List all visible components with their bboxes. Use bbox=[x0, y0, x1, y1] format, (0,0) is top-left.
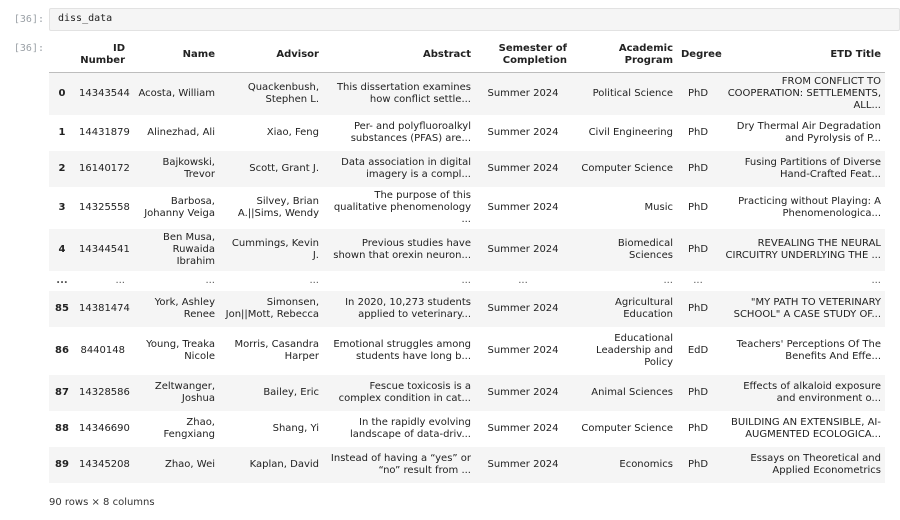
semester-cell: Summer 2024 bbox=[475, 151, 571, 187]
id-number-cell: 14344541 bbox=[75, 229, 129, 271]
name-cell: Barbosa, Johanny Veiga bbox=[144, 195, 215, 219]
row-index: ... bbox=[56, 274, 68, 286]
id-number-cell: 14346690 bbox=[79, 422, 130, 434]
column-header: Abstract bbox=[323, 38, 475, 72]
program-cell: Civil Engineering bbox=[588, 126, 673, 138]
degree-cell: PhD bbox=[677, 291, 719, 327]
advisor-cell: Morris, Casandra Harper bbox=[234, 338, 319, 362]
advisor-cell: Cummings, Kevin J. bbox=[219, 229, 323, 271]
name-cell: Young, Treaka Nicole bbox=[146, 338, 215, 362]
etd-title-cell: REVEALING THE NEURAL CIRCUITRY UNDERLYING THE ... bbox=[719, 229, 885, 271]
semester-cell: Summer 2024 bbox=[475, 72, 571, 115]
degree-cell: EdD bbox=[687, 344, 709, 356]
degree-cell: PhD bbox=[687, 201, 709, 213]
advisor-cell: Shang, Yi bbox=[272, 422, 319, 434]
abstract-cell: Previous studies have shown that orexin neuron... bbox=[323, 229, 475, 271]
advisor-cell: ... bbox=[309, 274, 319, 286]
program-cell: Computer Science bbox=[571, 151, 677, 187]
degree-cell: PhD bbox=[677, 72, 719, 115]
name-cell: Zhao, Fengxiang bbox=[163, 416, 215, 440]
advisor-cell: Silvey, Brian A.||Sims, Wendy bbox=[237, 195, 319, 219]
id-number-cell: 14381474 bbox=[75, 291, 129, 327]
etd-title-cell: Practicing without Playing: A Phenomenologica... bbox=[738, 195, 881, 219]
program-cell: Political Science bbox=[571, 72, 677, 115]
row-index: 88 bbox=[55, 422, 69, 434]
id-number-cell: 14328586 bbox=[75, 375, 129, 411]
column-header: Advisor bbox=[219, 38, 323, 72]
name-cell: Zeltwanger, Joshua bbox=[129, 375, 219, 411]
program-cell: Economics bbox=[571, 447, 677, 483]
column-header: ETD Title bbox=[719, 38, 885, 72]
advisor-cell: Kaplan, David bbox=[219, 447, 323, 483]
semester-cell: Summer 2024 bbox=[475, 375, 571, 411]
program-cell: Music bbox=[644, 201, 673, 213]
name-cell: Bajkowski, Trevor bbox=[129, 151, 219, 187]
degree-cell: PhD bbox=[687, 422, 709, 434]
advisor-cell: Quackenbush, Stephen L. bbox=[219, 72, 323, 115]
name-cell: Ben Musa, Ruwaida Ibrahim bbox=[129, 229, 219, 271]
etd-title-cell: "MY PATH TO VETERINARY SCHOOL" A CASE STUDY OF... bbox=[719, 291, 885, 327]
degree-cell: PhD bbox=[677, 229, 719, 271]
column-header: Name bbox=[129, 38, 219, 72]
program-cell: Educational Leadership and Policy bbox=[596, 332, 673, 368]
abstract-cell: Instead of having a “yes” or “no” result from ... bbox=[323, 447, 475, 483]
column-header: Semester of Completion bbox=[475, 38, 571, 72]
semester-cell: ... bbox=[518, 274, 528, 286]
table-row bbox=[49, 72, 885, 115]
etd-title-cell: Teachers' Perceptions Of The Benefits And Effe... bbox=[736, 338, 881, 362]
semester-cell: Summer 2024 bbox=[487, 344, 559, 356]
etd-title-cell: Essays on Theoretical and Applied Econometrics bbox=[719, 447, 885, 483]
input-prompt: [36]: bbox=[13, 14, 44, 25]
advisor-cell: Bailey, Eric bbox=[219, 375, 323, 411]
column-header: ID Number bbox=[75, 38, 129, 72]
degree-cell: PhD bbox=[687, 126, 709, 138]
abstract-cell: This dissertation examines how conflict settle... bbox=[323, 72, 475, 115]
row-index: 2 bbox=[49, 151, 75, 187]
id-number-cell: 14325558 bbox=[79, 201, 130, 213]
table-row bbox=[49, 447, 885, 483]
id-number-cell: ... bbox=[115, 274, 125, 286]
advisor-cell: Xiao, Feng bbox=[266, 126, 319, 138]
row-index: 86 bbox=[55, 344, 69, 356]
semester-cell: Summer 2024 bbox=[487, 422, 559, 434]
semester-cell: Summer 2024 bbox=[475, 291, 571, 327]
row-index: 87 bbox=[49, 375, 75, 411]
name-cell: ... bbox=[205, 274, 215, 286]
semester-cell: Summer 2024 bbox=[487, 201, 559, 213]
table-row bbox=[49, 151, 885, 187]
program-cell: Biomedical Sciences bbox=[571, 229, 677, 271]
id-number-cell: 16140172 bbox=[75, 151, 129, 187]
table-row bbox=[49, 229, 885, 271]
table-body bbox=[49, 72, 885, 483]
advisor-cell: Scott, Grant J. bbox=[219, 151, 323, 187]
id-number-cell: 14431879 bbox=[79, 126, 130, 138]
table-row bbox=[49, 291, 885, 327]
program-cell: Agricultural Education bbox=[571, 291, 677, 327]
row-index: 1 bbox=[58, 126, 66, 138]
etd-title-cell: Effects of alkaloid exposure and environment o... bbox=[719, 375, 885, 411]
table-header-row bbox=[49, 38, 885, 72]
etd-title-cell: BUILDING AN EXTENSIBLE, AI-AUGMENTED ECOLOGICA... bbox=[731, 416, 881, 440]
code-cell-input[interactable]: diss_data bbox=[49, 8, 900, 31]
index-header bbox=[49, 38, 75, 72]
program-cell: Animal Sciences bbox=[571, 375, 677, 411]
etd-title-cell: ... bbox=[871, 274, 881, 286]
abstract-cell: In the rapidly evolving landscape of data-driv... bbox=[350, 416, 471, 440]
program-cell: Computer Science bbox=[581, 422, 673, 434]
etd-title-cell: FROM CONFLICT TO COOPERATION: SETTLEMENTS, ALL... bbox=[719, 72, 885, 115]
abstract-cell: Per- and polyfluoroalkyl substances (PFAS) are... bbox=[350, 120, 471, 144]
row-index: 89 bbox=[49, 447, 75, 483]
row-index: 0 bbox=[49, 72, 75, 115]
id-number-cell: 14345208 bbox=[75, 447, 129, 483]
table-row bbox=[49, 115, 885, 151]
row-index: 85 bbox=[49, 291, 75, 327]
dataframe-table bbox=[49, 38, 885, 483]
table-row bbox=[49, 375, 885, 411]
degree-cell: PhD bbox=[677, 375, 719, 411]
semester-cell: Summer 2024 bbox=[475, 447, 571, 483]
name-cell: Alinezhad, Ali bbox=[147, 126, 215, 138]
semester-cell: Summer 2024 bbox=[475, 229, 571, 271]
table-row bbox=[49, 411, 885, 447]
column-header: Academic Program bbox=[571, 38, 677, 72]
etd-title-cell: Fusing Partitions of Diverse Hand-Crafted Feat... bbox=[719, 151, 885, 187]
table-shape-summary: 90 rows × 8 columns bbox=[49, 497, 155, 508]
program-cell: ... bbox=[663, 274, 673, 286]
name-cell: Zhao, Wei bbox=[129, 447, 219, 483]
advisor-cell: Simonsen, Jon||Mott, Rebecca bbox=[219, 291, 323, 327]
table-row bbox=[49, 271, 885, 291]
row-index: 4 bbox=[49, 229, 75, 271]
etd-title-cell: Dry Thermal Air Degradation and Pyrolysis of P... bbox=[736, 120, 881, 144]
name-cell: York, Ashley Renee bbox=[129, 291, 219, 327]
abstract-cell: Data association in digital imagery is a compl... bbox=[323, 151, 475, 187]
degree-cell: ... bbox=[693, 274, 703, 286]
abstract-cell: The purpose of this qualitative phenomenology ... bbox=[333, 189, 471, 225]
semester-cell: Summer 2024 bbox=[487, 126, 559, 138]
row-index: 3 bbox=[58, 201, 66, 213]
degree-cell: PhD bbox=[677, 447, 719, 483]
output-prompt: [36]: bbox=[13, 43, 44, 54]
abstract-cell: In 2020, 10,273 students applied to veterinary... bbox=[323, 291, 475, 327]
name-cell: Acosta, William bbox=[129, 72, 219, 115]
id-number-cell: 14343544 bbox=[75, 72, 129, 115]
table-row bbox=[49, 327, 885, 375]
column-header: Degree bbox=[677, 38, 719, 72]
abstract-cell: Fescue toxicosis is a complex condition in cat... bbox=[323, 375, 475, 411]
degree-cell: PhD bbox=[677, 151, 719, 187]
abstract-cell: ... bbox=[461, 274, 471, 286]
id-number-cell: 8440148 bbox=[80, 344, 125, 356]
abstract-cell: Emotional struggles among students have long b... bbox=[333, 338, 471, 362]
table-row bbox=[49, 187, 885, 229]
